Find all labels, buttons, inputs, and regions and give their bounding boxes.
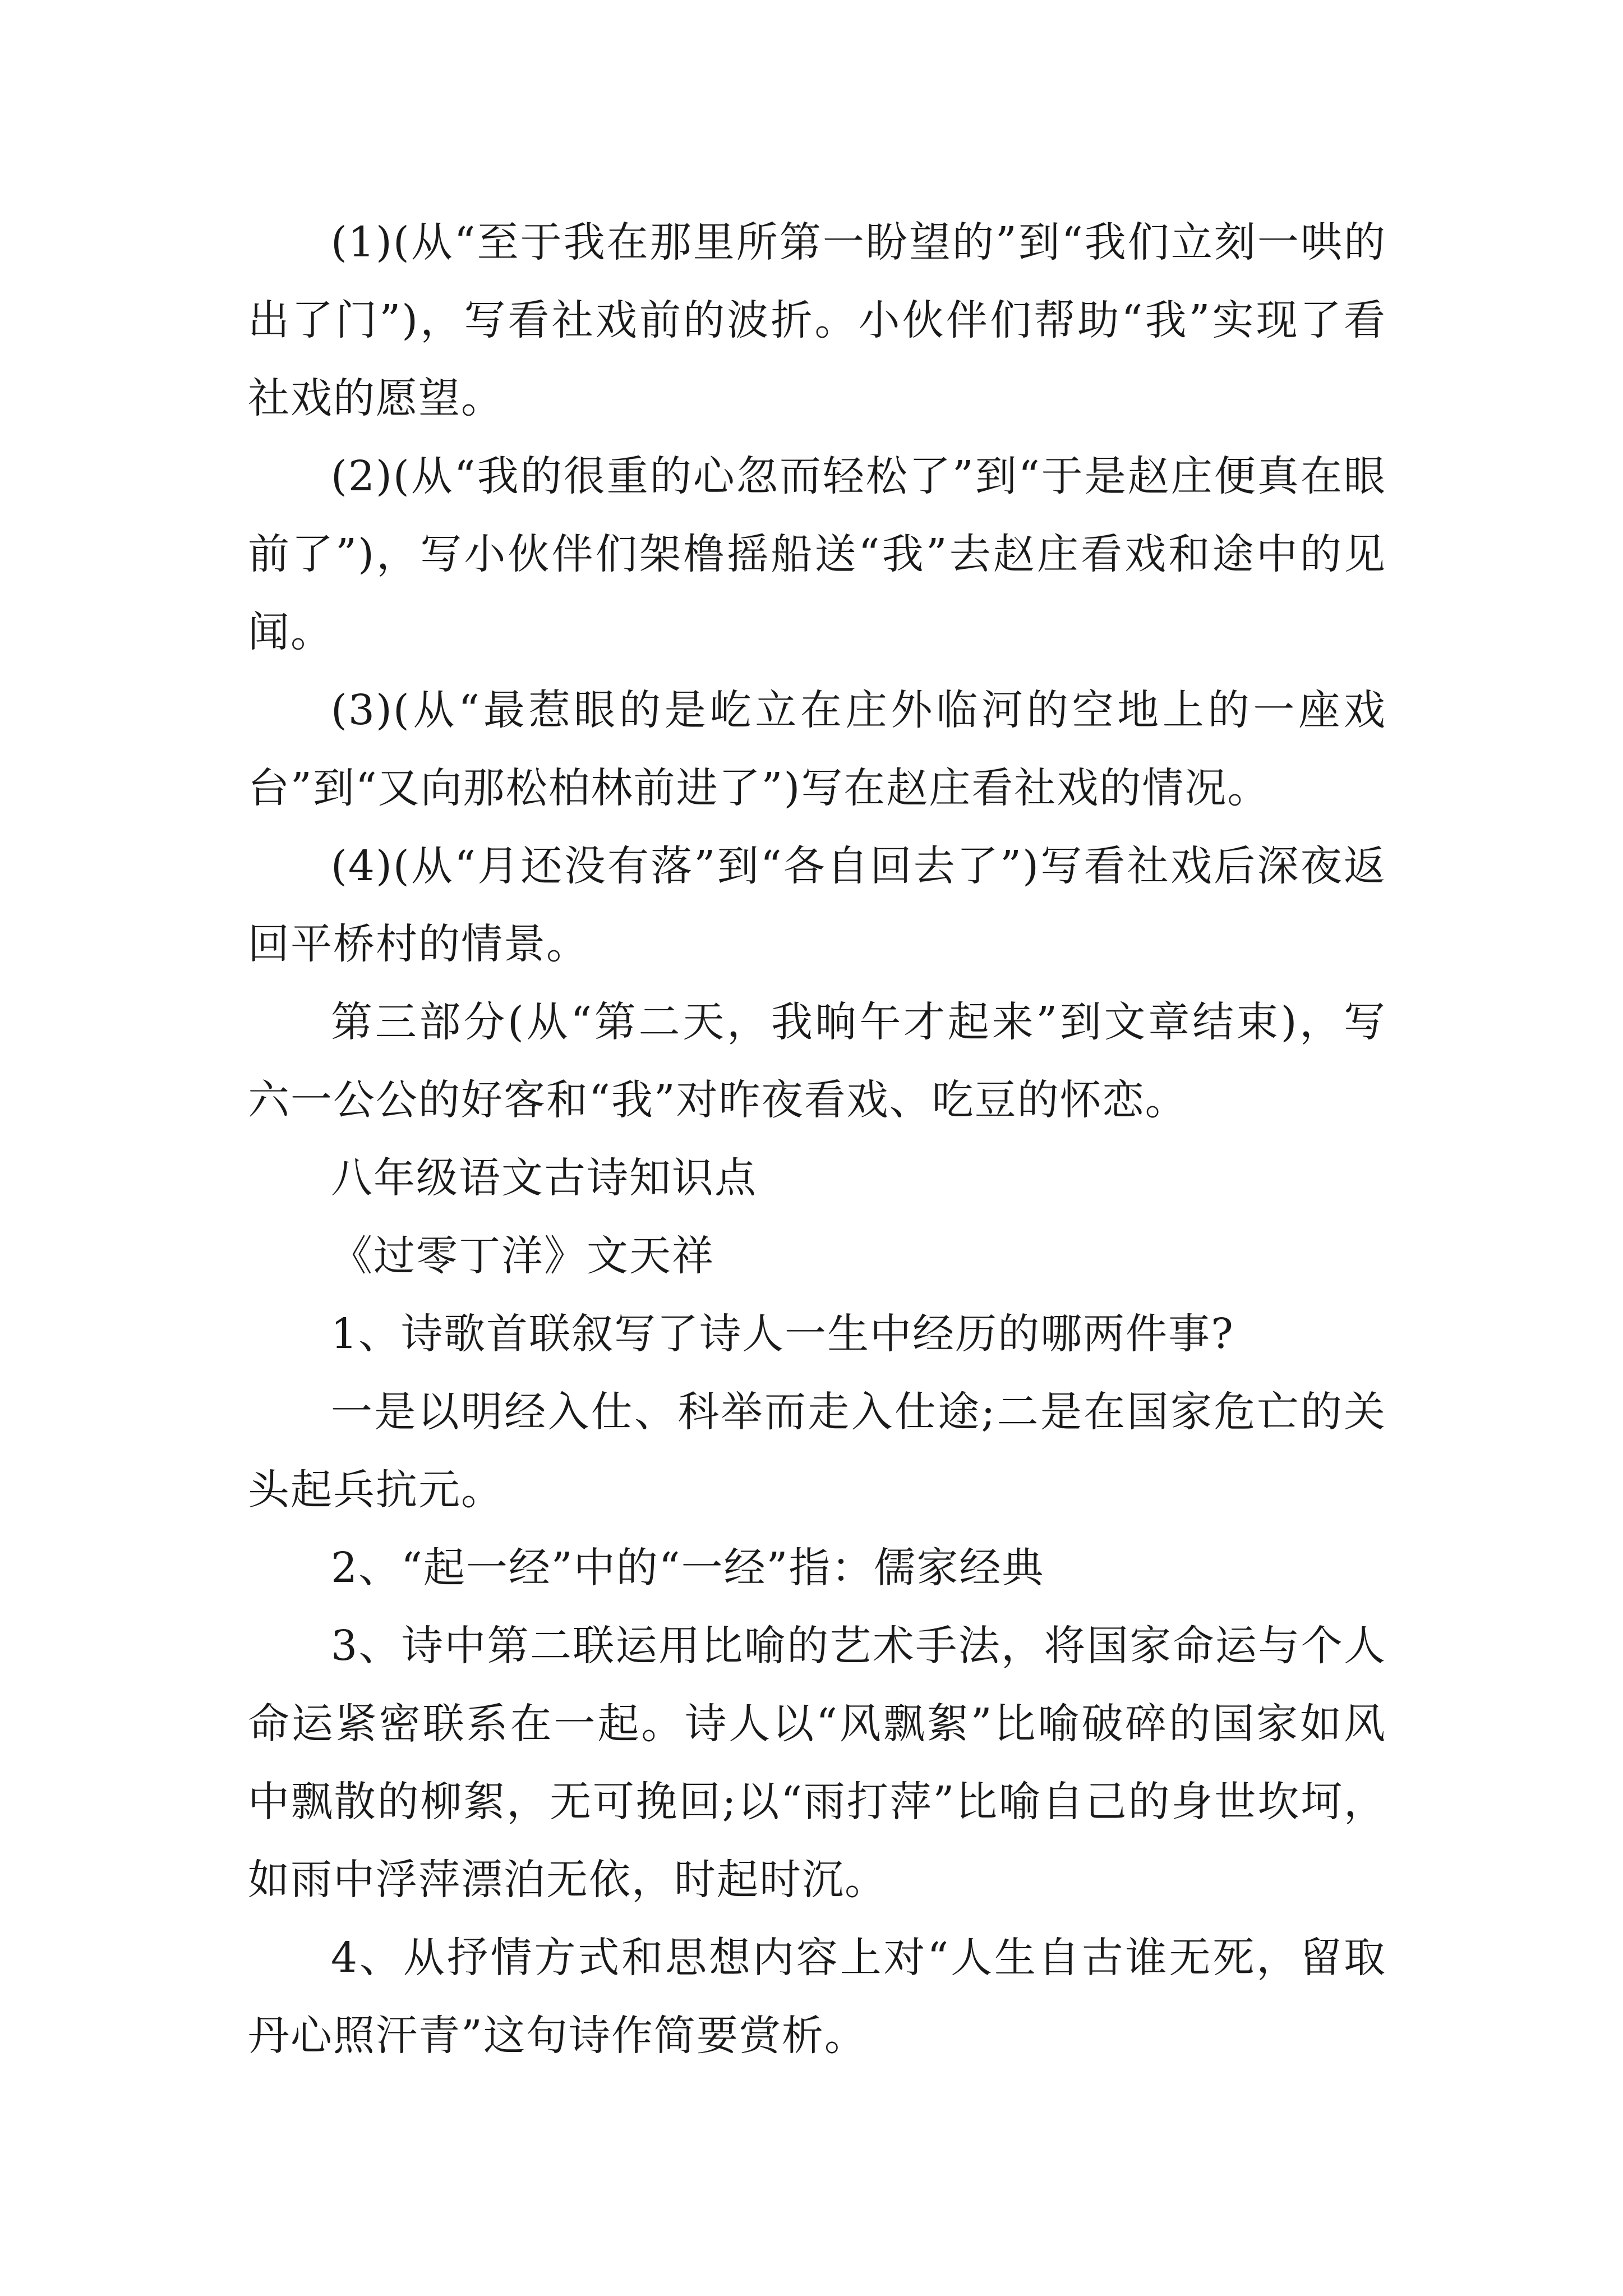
paragraph-part2-1: (1)(从“至于我在那里所第一盼望的”到“我们立刻一哄的出了门”)，写看社戏前的波折。小伙伴们帮助“我”实现了看社戏的愿望。	[248, 218, 1386, 422]
question-1: 1、诗歌首联叙写了诗人一生中经历的哪两件事?	[331, 1310, 1234, 1358]
paragraph-part2-2: (2)(从“我的很重的心忽而轻松了”到“于是赵庄便真在眼前了”)，写小伙伴们架橹摇船送“我”去赵庄看戏和途中的见闻。	[248, 452, 1386, 656]
question-2: 2、“起一经”中的“一经”指：儒家经典	[331, 1544, 1045, 1592]
document-body	[248, 204, 1386, 2075]
paragraph-part2-3: (3)(从“最惹眼的是屹立在庄外临河的空地上的一座戏台”到“又向那松柏林前进了”)写在赵庄看社戏的情况。	[248, 686, 1386, 812]
question-3: 3、诗中第二联运用比喻的艺术手法，将国家命运与个人命运紧密联系在一起。诗人以“风飘絮”比喻破碎的国家如风中飘散的柳絮，无可挽回;以“雨打萍”比喻自己的身世坎坷，如雨中浮萍漂泊无依，时起时沉。	[248, 1622, 1386, 1904]
section-heading: 八年级语文古诗知识点	[331, 1154, 757, 1202]
poem-title: 《过零丁洋》文天祥	[331, 1232, 714, 1280]
paragraph-part2-4: (4)(从“月还没有落”到“各自回去了”)写看社戏后深夜返回平桥村的情景。	[248, 842, 1386, 968]
paragraph-part3: 第三部分(从“第二天，我晌午才起来”到文章结束)，写六一公公的好客和“我”对昨夜看戏、吃豆的怀恋。	[248, 998, 1386, 1124]
question-4: 4、从抒情方式和思想内容上对“人生自古谁无死，留取丹心照汗青”这句诗作简要赏析。	[248, 1934, 1386, 2060]
answer-1: 一是以明经入仕、科举而走入仕途;二是在国家危亡的关头起兵抗元。	[248, 1388, 1386, 1514]
